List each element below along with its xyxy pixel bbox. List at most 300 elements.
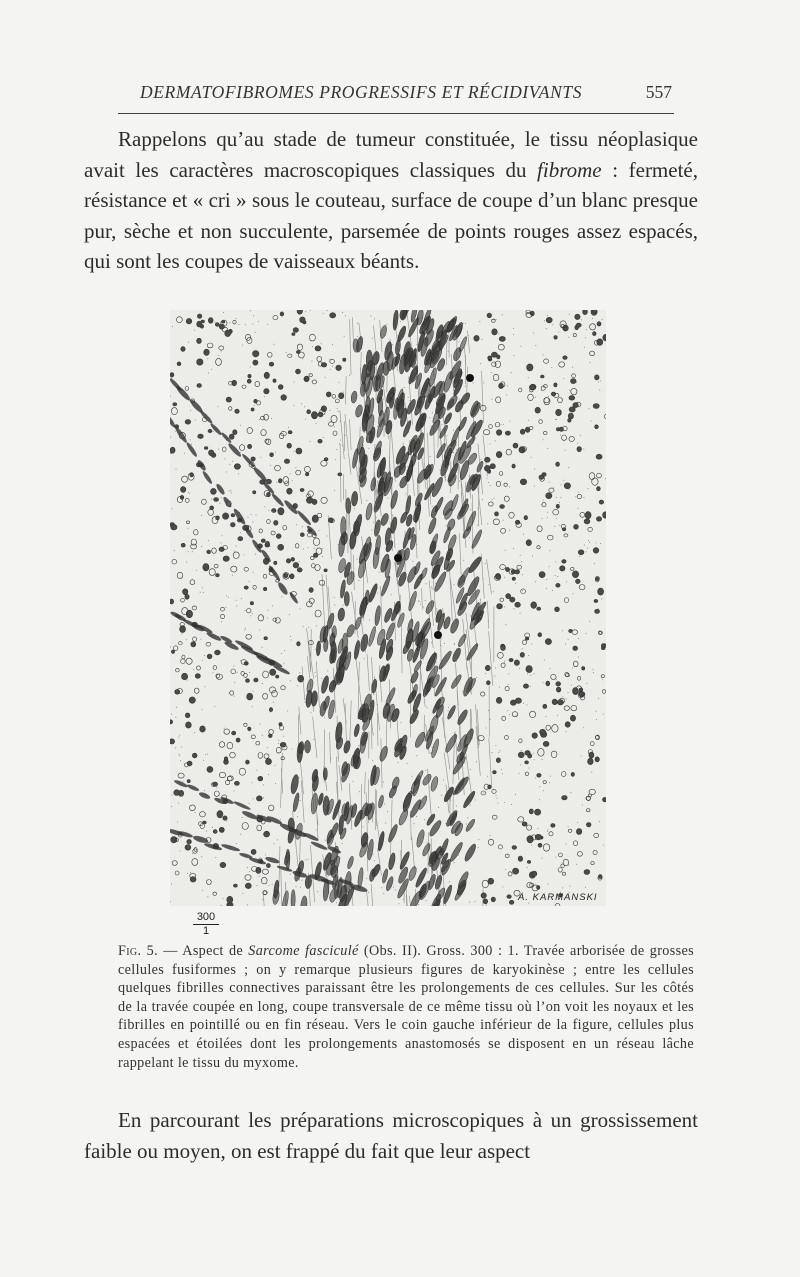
round-nucleus (254, 399, 258, 403)
reticulum-dot (486, 478, 487, 479)
round-nucleus (538, 843, 542, 847)
reticulum-dot (436, 653, 437, 654)
reticulum-dot (181, 795, 182, 796)
reticulum-dot (203, 760, 204, 761)
reticulum-dot (573, 414, 574, 415)
reticulum-dot (433, 670, 434, 671)
reticulum-dot (224, 728, 225, 729)
round-nucleus (537, 773, 541, 777)
reticulum-dot (521, 750, 522, 751)
reticulum-dot (179, 754, 180, 755)
reticulum-dot (375, 812, 376, 813)
reticulum-dot (395, 791, 396, 792)
reticulum-dot (589, 621, 590, 622)
round-nucleus (267, 492, 271, 496)
round-nucleus (253, 351, 259, 357)
reticulum-dot (490, 719, 491, 720)
reticulum-dot (178, 803, 179, 804)
reticulum-dot (314, 739, 315, 740)
reticulum-dot (488, 710, 489, 711)
round-nucleus (555, 607, 560, 612)
reticulum-dot (316, 625, 317, 626)
round-nucleus (554, 336, 557, 340)
reticulum-dot (221, 905, 222, 906)
reticulum-dot (544, 660, 545, 661)
reticulum-dot (491, 372, 492, 373)
round-nucleus (603, 512, 606, 518)
reticulum-dot (454, 584, 455, 585)
reticulum-dot (374, 318, 375, 319)
reticulum-dot (299, 608, 300, 609)
round-nucleus (500, 505, 505, 509)
reticulum-dot (605, 478, 606, 479)
reticulum-dot (387, 811, 388, 812)
spindle-nucleus (363, 413, 368, 431)
reticulum-dot (432, 588, 433, 589)
reticulum-dot (481, 459, 482, 460)
round-nucleus (485, 665, 490, 670)
reticulum-dot (449, 881, 450, 882)
round-nucleus (552, 699, 557, 705)
reticulum-dot (424, 886, 425, 887)
reticulum-dot (308, 859, 309, 860)
round-nucleus (324, 569, 327, 572)
reticulum-dot (240, 660, 241, 661)
round-nucleus (571, 379, 577, 384)
reticulum-dot (358, 580, 359, 581)
round-nucleus (183, 589, 188, 595)
reticulum-dot (202, 890, 203, 891)
round-nucleus (233, 884, 237, 887)
round-nucleus (556, 583, 560, 587)
reticulum-dot (236, 600, 237, 601)
reticulum-dot (482, 499, 483, 500)
paragraph-bottom (84, 1105, 698, 1166)
round-nucleus (551, 392, 555, 396)
reticulum-dot (467, 467, 468, 468)
reticulum-dot (245, 628, 246, 629)
reticulum-dot (305, 311, 306, 312)
reticulum-dot (509, 530, 510, 531)
reticulum-dot (259, 724, 260, 725)
reticulum-dot (503, 520, 504, 521)
reticulum-dot (460, 638, 461, 639)
reticulum-dot (590, 362, 591, 363)
round-nucleus (258, 776, 263, 781)
reticulum-dot (598, 382, 599, 383)
reticulum-dot (568, 337, 569, 338)
reticulum-dot (571, 685, 572, 686)
reticulum-dot (438, 807, 439, 808)
round-nucleus (181, 543, 185, 547)
reticulum-dot (521, 561, 522, 562)
reticulum-dot (426, 900, 427, 901)
reticulum-dot (308, 627, 309, 628)
reticulum-dot (542, 858, 543, 859)
reticulum-dot (214, 706, 215, 707)
reticulum-dot (376, 517, 377, 518)
reticulum-dot (522, 648, 523, 649)
round-nucleus (217, 811, 223, 818)
reticulum-dot (435, 583, 436, 584)
caption-dash: — Aspect de (157, 943, 249, 959)
reticulum-dot (379, 572, 380, 573)
reticulum-dot (429, 823, 430, 824)
round-nucleus (312, 515, 318, 522)
reticulum-dot (270, 546, 271, 547)
reticulum-dot (343, 392, 344, 393)
reticulum-dot (404, 387, 405, 388)
reticulum-dot (401, 722, 402, 723)
reticulum-dot (188, 551, 189, 552)
reticulum-dot (229, 322, 230, 323)
reticulum-dot (473, 382, 474, 383)
round-nucleus (264, 831, 270, 837)
reticulum-dot (499, 750, 500, 751)
reticulum-dot (584, 545, 585, 546)
reticulum-dot (531, 845, 532, 846)
reticulum-dot (372, 338, 373, 339)
reticulum-dot (215, 857, 216, 858)
round-nucleus (556, 682, 561, 686)
round-nucleus (532, 733, 537, 739)
reticulum-dot (495, 440, 496, 441)
reticulum-dot (414, 704, 415, 705)
round-nucleus (315, 346, 321, 351)
round-nucleus (224, 757, 228, 761)
reticulum-dot (456, 453, 457, 454)
reticulum-dot (430, 753, 431, 754)
reticulum-dot (506, 395, 507, 396)
reticulum-dot (267, 324, 268, 325)
reticulum-dot (188, 342, 189, 343)
reticulum-dot (194, 330, 195, 331)
reticulum-dot (336, 449, 337, 450)
round-nucleus (207, 766, 213, 772)
reticulum-dot (399, 893, 400, 894)
reticulum-dot (350, 508, 351, 509)
reticulum-dot (391, 395, 392, 396)
reticulum-dot (273, 702, 274, 703)
reticulum-dot (195, 419, 196, 420)
reticulum-dot (202, 587, 203, 588)
round-nucleus (594, 599, 598, 602)
round-nucleus (525, 637, 529, 640)
reticulum-dot (243, 554, 244, 555)
round-nucleus (246, 679, 250, 683)
paragraph-top (84, 124, 698, 277)
reticulum-dot (547, 517, 548, 518)
reticulum-dot (182, 633, 183, 634)
reticulum-dot (311, 361, 312, 362)
round-nucleus (270, 669, 276, 675)
reticulum-dot (523, 534, 524, 535)
round-nucleus (305, 473, 308, 476)
reticulum-dot (297, 685, 298, 686)
reticulum-dot (422, 421, 423, 422)
histology-figure (170, 310, 606, 906)
reticulum-dot (236, 546, 237, 547)
reticulum-dot (417, 630, 418, 631)
reticulum-dot (297, 816, 298, 817)
reticulum-dot (593, 669, 594, 670)
paragraph-top-italic: fibrome (537, 157, 602, 182)
reticulum-dot (218, 355, 219, 356)
round-nucleus (231, 523, 236, 527)
reticulum-dot (438, 588, 439, 589)
round-nucleus (181, 487, 186, 493)
reticulum-dot (427, 664, 428, 665)
reticulum-dot (416, 544, 417, 545)
round-nucleus (326, 392, 331, 397)
round-nucleus (198, 434, 204, 439)
reticulum-dot (526, 314, 527, 315)
round-nucleus (227, 896, 233, 903)
reticulum-dot (412, 561, 413, 562)
reticulum-dot (373, 875, 374, 876)
reticulum-dot (399, 903, 400, 904)
reticulum-dot (480, 363, 481, 364)
reticulum-dot (219, 503, 220, 504)
reticulum-dot (503, 424, 504, 425)
reticulum-dot (504, 577, 505, 578)
reticulum-dot (461, 485, 462, 486)
round-nucleus (488, 470, 491, 474)
reticulum-dot (301, 823, 302, 824)
reticulum-dot (259, 876, 260, 877)
round-nucleus (569, 407, 575, 412)
reticulum-dot (493, 319, 494, 320)
reticulum-dot (317, 891, 318, 892)
reticulum-dot (436, 662, 437, 663)
reticulum-dot (566, 731, 567, 732)
reticulum-dot (602, 800, 603, 801)
round-nucleus (177, 362, 181, 366)
reticulum-dot (600, 543, 601, 544)
reticulum-dot (519, 773, 520, 774)
round-nucleus (251, 849, 256, 854)
reticulum-dot (201, 515, 202, 516)
reticulum-dot (601, 598, 602, 599)
reticulum-dot (598, 698, 599, 699)
spindle-nucleus (323, 768, 327, 781)
reticulum-dot (170, 647, 171, 648)
round-nucleus (571, 772, 574, 776)
reticulum-dot (226, 821, 227, 822)
reticulum-dot (374, 860, 375, 861)
reticulum-dot (603, 845, 604, 846)
round-nucleus (211, 488, 217, 494)
reticulum-dot (556, 497, 557, 498)
reticulum-dot (338, 544, 339, 545)
reticulum-dot (240, 532, 241, 533)
reticulum-dot (212, 672, 213, 673)
round-nucleus (487, 313, 492, 318)
reticulum-dot (342, 843, 343, 844)
reticulum-dot (378, 481, 379, 482)
reticulum-dot (476, 608, 477, 609)
reticulum-dot (385, 823, 386, 824)
reticulum-dot (470, 509, 471, 510)
reticulum-dot (496, 795, 497, 796)
reticulum-dot (535, 778, 536, 779)
reticulum-dot (528, 768, 529, 769)
round-nucleus (512, 846, 517, 850)
reticulum-dot (368, 431, 369, 432)
round-nucleus (589, 752, 594, 758)
reticulum-dot (277, 839, 278, 840)
reticulum-dot (562, 630, 563, 631)
round-nucleus (570, 715, 575, 721)
round-nucleus (562, 796, 568, 800)
reticulum-dot (414, 823, 415, 824)
reticulum-dot (245, 324, 246, 325)
reticulum-dot (476, 761, 477, 762)
round-nucleus (572, 571, 578, 578)
round-nucleus (187, 780, 190, 783)
reticulum-dot (533, 753, 534, 754)
reticulum-dot (528, 655, 529, 656)
round-nucleus (506, 594, 511, 599)
spindle-nucleus (332, 625, 336, 638)
reticulum-dot (330, 875, 331, 876)
reticulum-dot (566, 581, 567, 582)
round-nucleus (300, 488, 304, 491)
reticulum-dot (338, 382, 339, 383)
reticulum-dot (273, 344, 274, 345)
reticulum-dot (446, 525, 447, 526)
round-nucleus (236, 738, 240, 742)
reticulum-dot (561, 484, 562, 485)
reticulum-dot (591, 420, 592, 421)
reticulum-dot (306, 859, 307, 860)
reticulum-dot (600, 380, 601, 381)
reticulum-dot (391, 348, 392, 349)
reticulum-dot (170, 437, 171, 438)
round-nucleus (291, 557, 295, 561)
reticulum-dot (332, 690, 333, 691)
reticulum-dot (505, 550, 506, 551)
reticulum-dot (550, 776, 551, 777)
reticulum-dot (405, 738, 406, 739)
reticulum-dot (188, 847, 189, 848)
reticulum-dot (539, 799, 540, 800)
round-nucleus (248, 727, 251, 731)
reticulum-dot (247, 867, 248, 868)
reticulum-dot (252, 521, 253, 522)
reticulum-dot (336, 434, 337, 435)
reticulum-dot (520, 346, 521, 347)
reticulum-dot (337, 757, 338, 758)
paragraph-top-text-1: Rappelons qu’au stade de tumeur constituée, le tissu néoplasique avait les caractères macroscopiques classiques du (84, 127, 698, 182)
reticulum-dot (519, 668, 520, 669)
reticulum-dot (477, 525, 478, 526)
reticulum-dot (559, 502, 560, 503)
reticulum-dot (458, 855, 459, 856)
reticulum-dot (211, 369, 212, 370)
reticulum-dot (203, 592, 204, 593)
reticulum-dot (218, 498, 219, 499)
round-nucleus (505, 431, 510, 435)
reticulum-dot (515, 794, 516, 795)
reticulum-dot (425, 600, 426, 601)
reticulum-dot (305, 419, 306, 420)
reticulum-dot (357, 814, 358, 815)
reticulum-dot (562, 696, 563, 697)
reticulum-dot (427, 707, 428, 708)
round-nucleus (599, 500, 604, 504)
round-nucleus (568, 419, 571, 423)
round-nucleus (248, 444, 252, 448)
reticulum-dot (462, 691, 463, 692)
round-nucleus (556, 687, 561, 692)
reticulum-dot (223, 312, 224, 313)
reticulum-dot (409, 801, 410, 802)
reticulum-dot (270, 712, 271, 713)
reticulum-dot (432, 379, 433, 380)
reticulum-dot (176, 707, 177, 708)
reticulum-dot (315, 672, 316, 673)
reticulum-dot (507, 386, 508, 387)
reticulum-dot (284, 650, 285, 651)
reticulum-dot (486, 728, 487, 729)
round-nucleus (551, 824, 555, 828)
reticulum-dot (224, 458, 225, 459)
round-nucleus (595, 577, 599, 581)
round-nucleus (493, 771, 497, 774)
reticulum-dot (426, 583, 427, 584)
reticulum-dot (312, 346, 313, 347)
reticulum-dot (283, 736, 284, 737)
reticulum-dot (381, 887, 382, 888)
round-nucleus (485, 457, 491, 462)
reticulum-dot (577, 822, 578, 823)
round-nucleus (203, 564, 209, 571)
reticulum-dot (541, 390, 542, 391)
reticulum-dot (560, 435, 561, 436)
reticulum-dot (354, 457, 355, 458)
reticulum-dot (249, 871, 250, 872)
reticulum-dot (407, 466, 408, 467)
reticulum-dot (495, 745, 496, 746)
reticulum-dot (342, 567, 343, 568)
reticulum-dot (190, 613, 191, 614)
reticulum-dot (371, 316, 372, 317)
reticulum-dot (509, 421, 510, 422)
reticulum-dot (384, 804, 385, 805)
round-nucleus (598, 588, 604, 595)
round-nucleus (284, 459, 289, 463)
round-nucleus (560, 566, 565, 571)
reticulum-dot (489, 667, 490, 668)
round-nucleus (496, 430, 501, 436)
reticulum-dot (274, 843, 275, 844)
round-nucleus (601, 644, 606, 648)
reticulum-dot (394, 533, 395, 534)
reticulum-dot (184, 453, 185, 454)
reticulum-dot (281, 653, 282, 654)
reticulum-dot (268, 885, 269, 886)
reticulum-dot (260, 457, 261, 458)
round-nucleus (297, 568, 302, 572)
round-nucleus (266, 864, 270, 868)
round-nucleus (254, 678, 258, 682)
reticulum-dot (339, 444, 340, 445)
reticulum-dot (440, 645, 441, 646)
reticulum-dot (385, 335, 386, 336)
reticulum-dot (470, 805, 471, 806)
reticulum-dot (450, 794, 451, 795)
